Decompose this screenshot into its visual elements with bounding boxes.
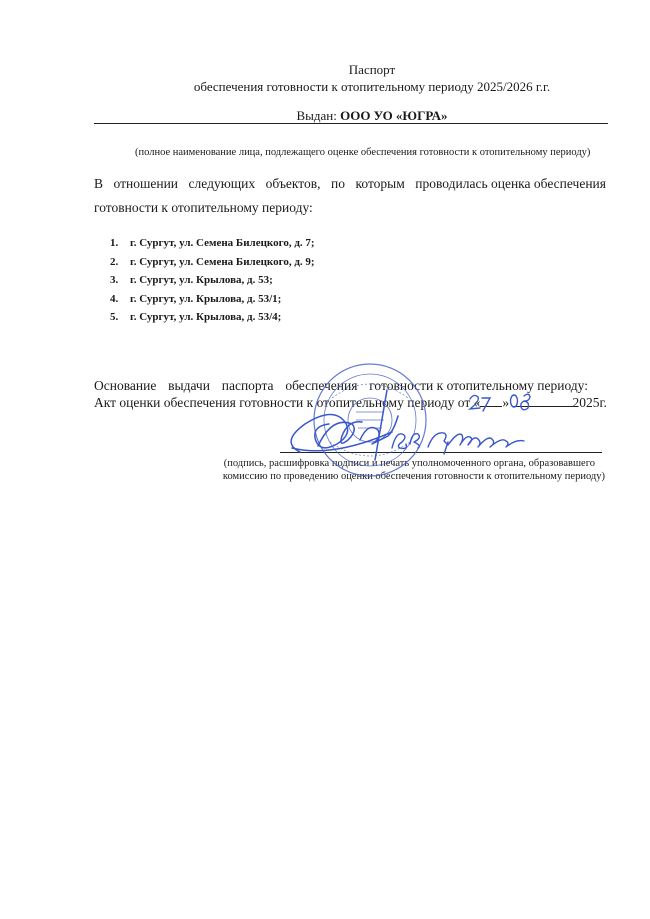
doc-subtitle: обеспечения готовности к отопительному периоду 2025/2026 г.г.: [193, 79, 551, 94]
intro-word: В: [94, 176, 104, 191]
intro-word: по: [331, 176, 345, 191]
intro-line-1: [94, 172, 606, 196]
issued-caption: (полное наименование лица, подлежащего оценке обеспечения готовности к отопительному периоду): [135, 147, 591, 158]
object-address: г. Сургут, ул. Крылова, д. 53;: [130, 274, 273, 286]
intro-word: объектов,: [265, 176, 321, 191]
act-prefix: Акт оценки обеспечения готовности к отопительному периоду от «: [94, 395, 481, 410]
intro-word: проводилась оценка обеспечения: [415, 176, 606, 191]
signature-caption-line-2: комиссию по проведению оценки обеспечения готовности к отопительному периоду): [222, 470, 605, 482]
signature-caption: [210, 458, 605, 483]
object-list-item: [110, 293, 315, 312]
intro-word: отношении: [113, 176, 179, 191]
issued-underline: [94, 123, 608, 124]
act-month-blank: [513, 406, 573, 407]
issued-to: ООО УО «ЮГРА»: [340, 108, 448, 123]
doc-title: Паспорт: [348, 62, 396, 77]
object-number: 1.: [110, 237, 119, 249]
object-address: г. Сургут, ул. Крылова, д. 53/1;: [130, 292, 282, 305]
object-number: 5.: [110, 311, 119, 323]
signature-underline: [280, 452, 602, 453]
intro-word: которым: [355, 176, 405, 191]
basis-word: паспорта: [221, 378, 274, 393]
object-address: г. Сургут, ул. Семена Билецкого, д. 7;: [130, 237, 315, 249]
object-address: г. Сургут, ул. Крылова, д. 53/4;: [130, 311, 282, 323]
object-number: 4.: [110, 292, 119, 305]
object-number: 2.: [110, 255, 119, 268]
object-address: г. Сургут, ул. Семена Билецкого, д. 9;: [130, 255, 315, 268]
intro-word: следующих: [188, 176, 256, 191]
object-list-item: [110, 256, 315, 275]
act-day-blank: [480, 406, 502, 407]
basis-word: обеспечения: [285, 378, 358, 393]
act-line: [94, 395, 607, 411]
issued-line: [0, 108, 650, 124]
object-number: 3.: [110, 274, 119, 286]
signature-right: [392, 433, 524, 454]
object-list-item: [110, 237, 315, 256]
intro-paragraph: [94, 172, 606, 220]
act-mid: »: [502, 395, 510, 410]
issued-label: Выдан:: [296, 108, 337, 123]
basis-word: Основание: [94, 378, 157, 393]
basis-word: готовности к отопительному периоду:: [369, 378, 588, 393]
basis-line: [94, 378, 588, 394]
objects-list: [110, 237, 315, 330]
signature-caption-line-1: (подпись, расшифровка подписи и печать уполномоченного органа, образовавшего: [223, 458, 595, 469]
object-list-item: [110, 274, 315, 293]
basis-paragraph: [94, 378, 588, 394]
intro-line-2: готовности к отопительному периоду:: [94, 200, 313, 215]
basis-word: выдачи: [168, 378, 210, 393]
object-list-item: [110, 311, 315, 330]
act-year: 2025г.: [572, 395, 607, 410]
